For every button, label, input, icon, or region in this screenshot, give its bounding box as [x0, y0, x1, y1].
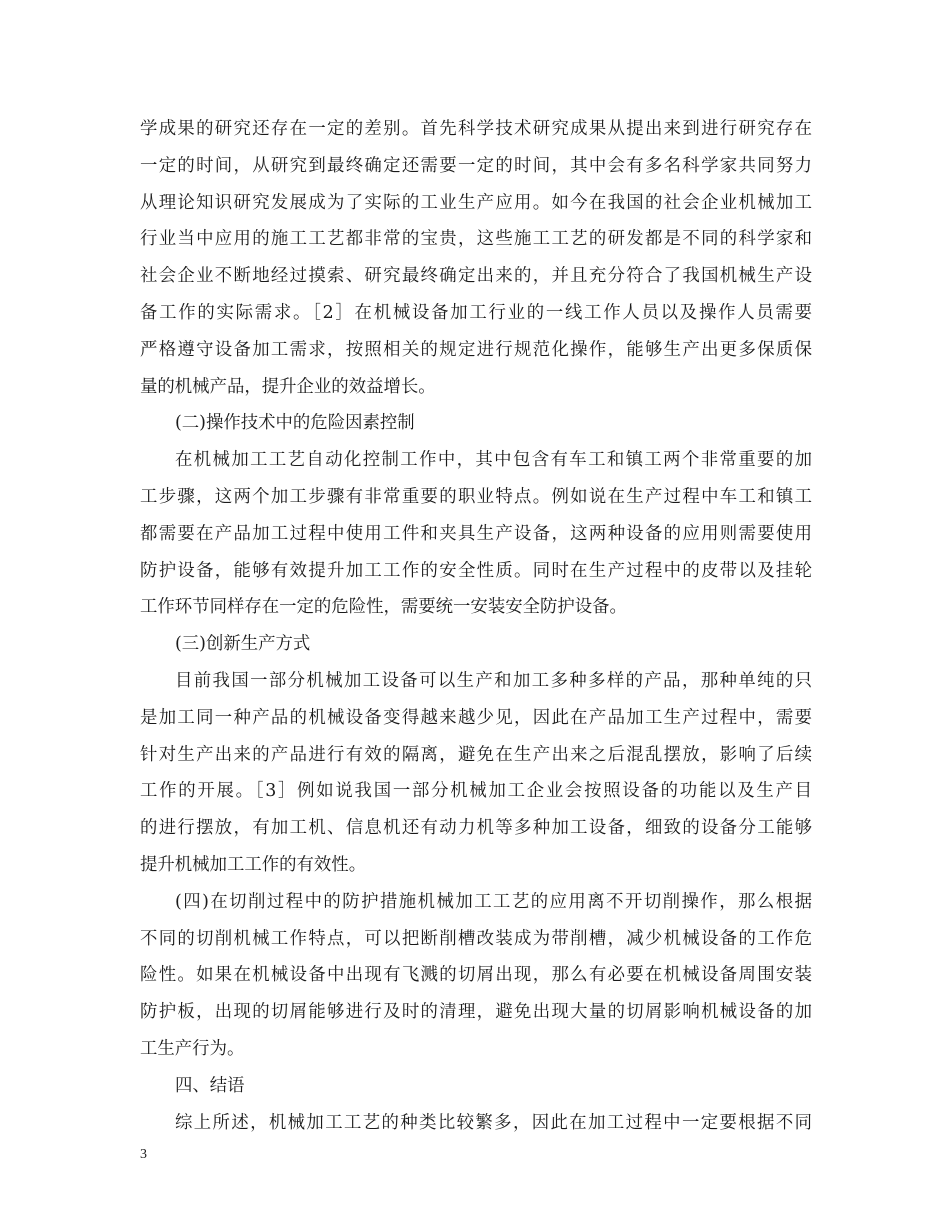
- text-line: 工作环节同样存在一定的危险性，需要统一安装安全防护设备。: [140, 597, 627, 618]
- text-line: 一定的时间，从研究到最终确定还需要一定的时间，其中会有多名科学家共同努力: [140, 155, 812, 176]
- text-line: 行业当中应用的施工工艺都非常的宝贵，这些施工工艺的研发都是不同的科学家和: [140, 229, 812, 250]
- text-line: 工生产行为。: [140, 1038, 245, 1059]
- text-line: 都需要在产品加工过程中使用工件和夹具生产设备，这两种设备的应用则需要使用: [140, 523, 812, 544]
- section-heading: 四、结语: [175, 1075, 245, 1096]
- text-line: 提升机械加工工作的有效性。: [140, 854, 367, 875]
- body-text: [140, 111, 812, 1141]
- text-line: 是加工同一种产品的机械设备变得越来越少见，因此在产品加工生产过程中，需要: [140, 707, 812, 728]
- text-line: 不同的切削机械工作特点，可以把断削槽改装成为带削槽，减少机械设备的工作危: [140, 928, 812, 949]
- text-line: 工步骤，这两个加工步骤有非常重要的职业特点。例如说在生产过程中车工和镇工: [140, 486, 812, 507]
- text-line: 严格遵守设备加工需求，按照相关的规定进行规范化操作，能够生产出更多保质保: [140, 339, 812, 360]
- text-line: 学成果的研究还存在一定的差别。首先科学技术研究成果从提出来到进行研究存在: [140, 119, 812, 139]
- text-line: 工作的开展。［3］例如说我国一部分机械加工企业会按照设备的功能以及生产目: [140, 781, 812, 802]
- text-line: 的进行摆放，有加工机、信息机还有动力机等多种加工设备，细致的设备分工能够: [140, 818, 812, 839]
- text-line: 防护设备，能够有效提升加工工作的安全性质。同时在生产过程中的皮带以及挂轮: [140, 560, 812, 581]
- text-line: 险性。如果在机械设备中出现有飞溅的切屑出现，那么有必要在机械设备周围安装: [140, 965, 812, 986]
- section-heading: (二)操作技术中的危险因素控制: [175, 413, 415, 434]
- text-line: 防护板，出现的切屑能够进行及时的清理，避免出现大量的切屑影响机械设备的加: [140, 1002, 812, 1023]
- text-line: 在机械加工工艺自动化控制工作中，其中包含有车工和镇工两个非常重要的加: [175, 450, 812, 471]
- text-line: 备工作的实际需求。［2］在机械设备加工行业的一线工作人员以及操作人员需要: [140, 302, 812, 323]
- text-line: 目前我国一部分机械加工设备可以生产和加工多种多样的产品，那种单纯的只: [175, 670, 812, 691]
- text-line: (四)在切削过程中的防护措施机械加工工艺的应用离不开切削操作，那么根据: [175, 891, 812, 912]
- text-line: 综上所述，机械加工工艺的种类比较繁多，因此在加工过程中一定要根据不同: [175, 1112, 812, 1133]
- text-line: 针对生产出来的产品进行有效的隔离，避免在生产出来之后混乱摆放，影响了后续: [140, 744, 812, 765]
- page-number: 3: [140, 1147, 147, 1162]
- text-line: 从理论知识研究发展成为了实际的工业生产应用。如今在我国的社会企业机械加工: [140, 192, 812, 213]
- text-line: 社会企业不断地经过摸索、研究最终确定出来的，并且充分符合了我国机械生产设: [140, 266, 812, 287]
- text-line: 量的机械产品，提升企业的效益增长。: [140, 376, 436, 397]
- section-heading: (三)创新生产方式: [175, 634, 311, 655]
